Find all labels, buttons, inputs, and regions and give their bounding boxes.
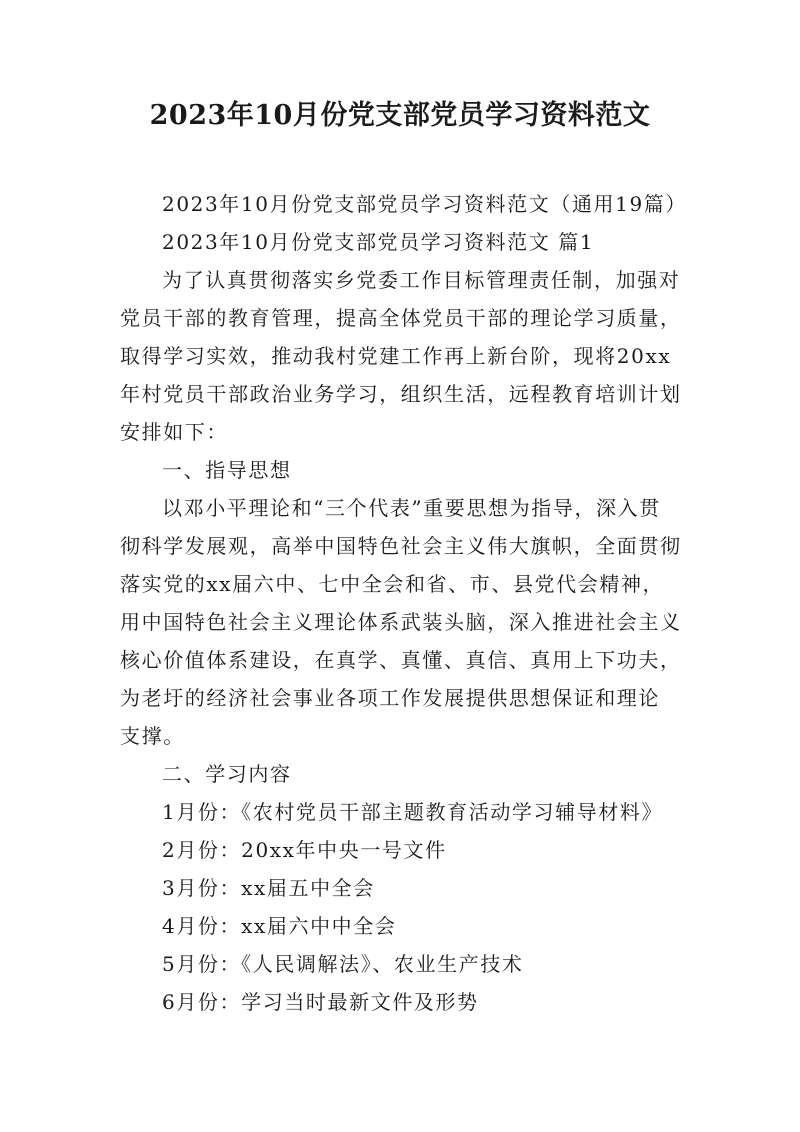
document-subtitle: 2023年10月份党支部党员学习资料范文（通用19篇）	[162, 192, 687, 216]
paragraph-line: 以邓小平理论和“三个代表”重要思想为指导，深入贯	[162, 496, 661, 520]
study-schedule-list	[120, 793, 700, 1021]
section-heading-guiding-ideology: 一、指导思想	[162, 458, 292, 482]
paragraph-line: 年村党员干部政治业务学习，组织生活，远程教育培训计划	[120, 382, 682, 406]
document-body	[120, 185, 700, 1021]
intro-paragraph	[120, 261, 700, 451]
page-title: 2023年10月份党支部党员学习资料范文	[149, 100, 651, 131]
paragraph-line: 落实党的xx届六中、七中全会和省、市、县党代会精神，	[120, 572, 665, 596]
paragraph-line: 核心价值体系建设，在真学、真懂、真信、真用上下功夫，	[120, 648, 682, 672]
schedule-item: 6月份：学习当时最新文件及形势	[162, 990, 479, 1014]
schedule-item: 4月份：xx届六中中全会	[162, 914, 397, 938]
schedule-item: 1月份：《农村党员干部主题教育活动学习辅导材料》	[162, 800, 664, 824]
schedule-item: 3月份：xx届五中全会	[162, 876, 375, 900]
paragraph-line: 为了认真贯彻落实乡党委工作目标管理责任制，加强对	[162, 268, 681, 292]
paragraph-line: 用中国特色社会主义理论体系武装头脑，深入推进社会主义	[120, 610, 682, 634]
schedule-item: 5月份：《人民调解法》、农业生产技术	[162, 952, 524, 976]
paragraph-line: 取得学习实效，推动我村党建工作再上新台阶，现将20xx	[120, 344, 672, 368]
schedule-item: 2月份：20xx年中央一号文件	[162, 838, 447, 862]
article-heading: 2023年10月份党支部党员学习资料范文 篇1	[162, 230, 595, 254]
guiding-ideology-paragraph	[120, 489, 700, 755]
paragraph-line: 为老圩的经济社会事业各项工作发展提供思想保证和理论	[120, 686, 660, 710]
paragraph-line: 党员干部的教育管理，提高全体党员干部的理论学习质量，	[120, 306, 682, 330]
paragraph-line: 安排如下：	[120, 420, 228, 444]
section-heading-study-content: 二、学习内容	[162, 762, 292, 786]
paragraph-line: 彻科学发展观，高举中国特色社会主义伟大旗帜，全面贯彻	[120, 534, 682, 558]
paragraph-line: 支撑。	[120, 724, 185, 748]
